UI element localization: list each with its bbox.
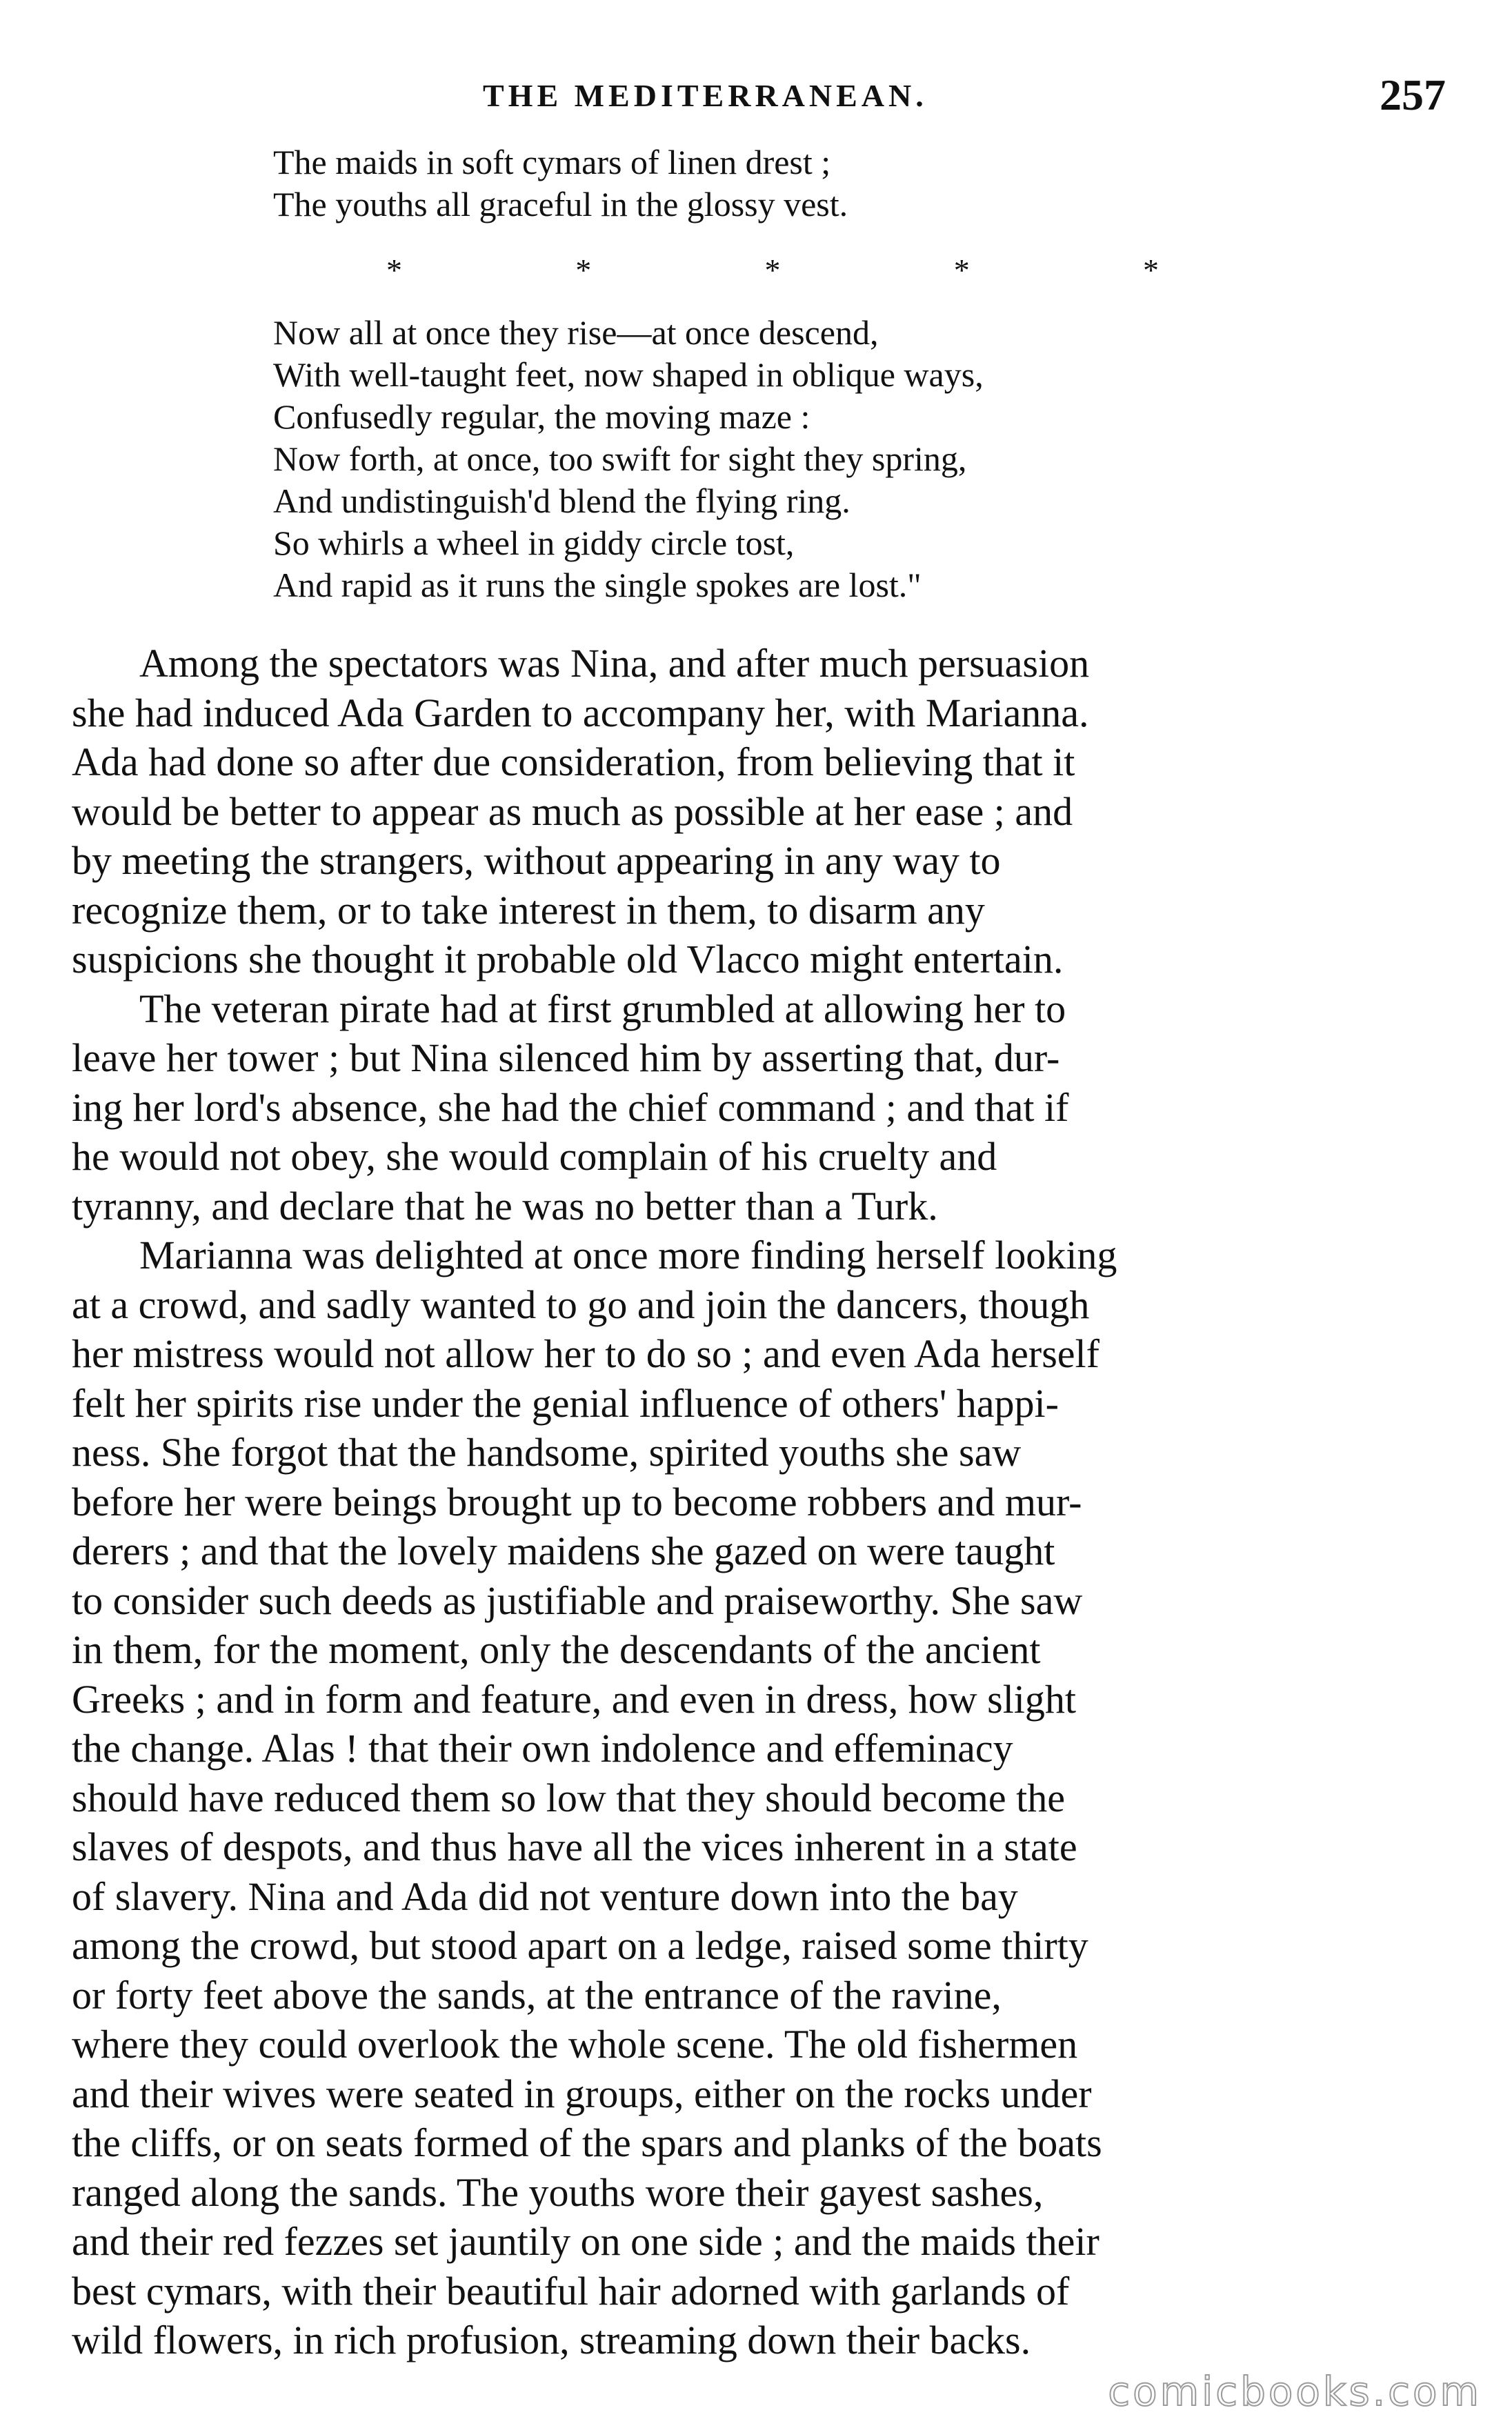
text-line: leave her tower ; but Nina silenced him by asserting that, dur- — [72, 1035, 1060, 1080]
asterisk: * — [575, 252, 592, 288]
text-line: and their wives were seated in groups, either on the rocks under — [72, 2071, 1092, 2116]
text-line: should have reduced them so low that they should become the — [72, 1775, 1065, 1820]
verse-line: With well-taught feet, now shaped in oblique ways, — [273, 355, 984, 394]
text-line: her mistress would not allow her to do so ; and even Ada herself — [72, 1331, 1100, 1376]
verse-line: Now forth, at once, too swift for sight they spring, — [273, 439, 967, 478]
text-line: derers ; and that the lovely maidens she gazed on were taught — [72, 1529, 1055, 1573]
text-line: of slavery. Nina and Ada did not venture down into the bay — [72, 1873, 1018, 1919]
text-line: and their red fezzes set jauntily on one side ; and the maids their — [72, 2219, 1100, 2264]
verse-stanza-1 — [273, 141, 1460, 226]
text-line: suspicions she thought it probable old Vlacco might entertain. — [72, 937, 1064, 982]
text-line: Among the spectators was Nina, and after much persuasion — [139, 641, 1090, 686]
verse-stanza-2 — [273, 312, 1460, 606]
verse-line: So whirls a wheel in giddy circle tost, — [273, 524, 795, 562]
text-line: wild flowers, in rich profusion, streaming down their backs. — [72, 2318, 1031, 2362]
text-line: in them, for the moment, only the descendants of the ancient — [72, 1627, 1041, 1672]
asterisk: * — [953, 252, 970, 288]
verse-line: The maids in soft cymars of linen drest ; — [273, 143, 831, 181]
text-line: by meeting the strangers, without appearing in any way to — [72, 838, 1001, 883]
text-line: Greeks ; and in form and feature, and even in dress, how slight — [72, 1676, 1077, 1722]
text-line: she had induced Ada Garden to accompany her, with Marianna. — [72, 690, 1089, 735]
verse-line: The youths all graceful in the glossy vest. — [273, 185, 848, 223]
verse-line: Now all at once they rise—at once descend, — [273, 313, 879, 352]
text-line: slaves of despots, and thus have all the vices inherent in a state — [72, 1824, 1077, 1869]
text-line: among the crowd, but stood apart on a ledge, raised some thirty — [72, 1923, 1088, 1968]
text-line: he would not obey, she would complain of his cruelty and — [72, 1134, 997, 1179]
text-line: ranged along the sands. The youths wore their gayest sashes, — [72, 2169, 1044, 2215]
text-line: or forty feet above the sands, at the entrance of the ravine, — [72, 1972, 1002, 2018]
text-line: at a crowd, and sadly wanted to go and join the dancers, though — [72, 1282, 1090, 1327]
text-line: the change. Alas ! that their own indolence and effeminacy — [72, 1726, 1013, 1771]
verse-line: Confusedly regular, the moving maze : — [273, 397, 810, 436]
page-header — [0, 72, 1512, 120]
body-text — [72, 639, 1438, 2365]
asterism-divider — [386, 250, 1159, 291]
text-line: Ada had done so after due consideration, from believing that it — [72, 739, 1075, 784]
text-line: the cliffs, or on seats formed of the spars and planks of the boats — [72, 2120, 1102, 2165]
text-line: Marianna was delighted at once more finding herself looking — [139, 1233, 1117, 1277]
text-line: felt her spirits rise under the genial influence of others' happi- — [72, 1380, 1059, 1426]
page-number: 257 — [1380, 70, 1446, 119]
text-line: best cymars, with their beautiful hair adorned with garlands of — [72, 2268, 1070, 2313]
text-line: recognize them, or to take interest in them, to disarm any — [72, 887, 985, 933]
text-line: The veteran pirate had at first grumbled at allowing her to — [139, 986, 1066, 1031]
text-line: would be better to appear as much as possible at her ease ; and — [72, 788, 1073, 834]
text-line: ness. She forgot that the handsome, spirited youths she saw — [72, 1430, 1022, 1475]
verse-line: And undistinguish'd blend the flying ring. — [273, 481, 850, 520]
asterisk: * — [764, 252, 781, 288]
text-line: to consider such deeds as justifiable and praiseworthy. She saw — [72, 1578, 1083, 1623]
verse-line: And rapid as it runs the single spokes are lost." — [273, 566, 922, 604]
text-line: where they could overlook the whole scene. The old fishermen — [72, 2022, 1078, 2067]
text-line: tyranny, and declare that he was no better than a Turk. — [72, 1183, 938, 1228]
asterisk: * — [1143, 252, 1159, 288]
watermark: comicbooks.com — [1108, 2368, 1482, 2415]
asterisk: * — [386, 252, 402, 288]
text-line: before her were beings brought up to become robbers and mur- — [72, 1479, 1082, 1524]
running-title: THE MEDITERRANEAN. — [483, 78, 928, 113]
text-line: ing her lord's absence, she had the chief command ; and that if — [72, 1084, 1069, 1130]
